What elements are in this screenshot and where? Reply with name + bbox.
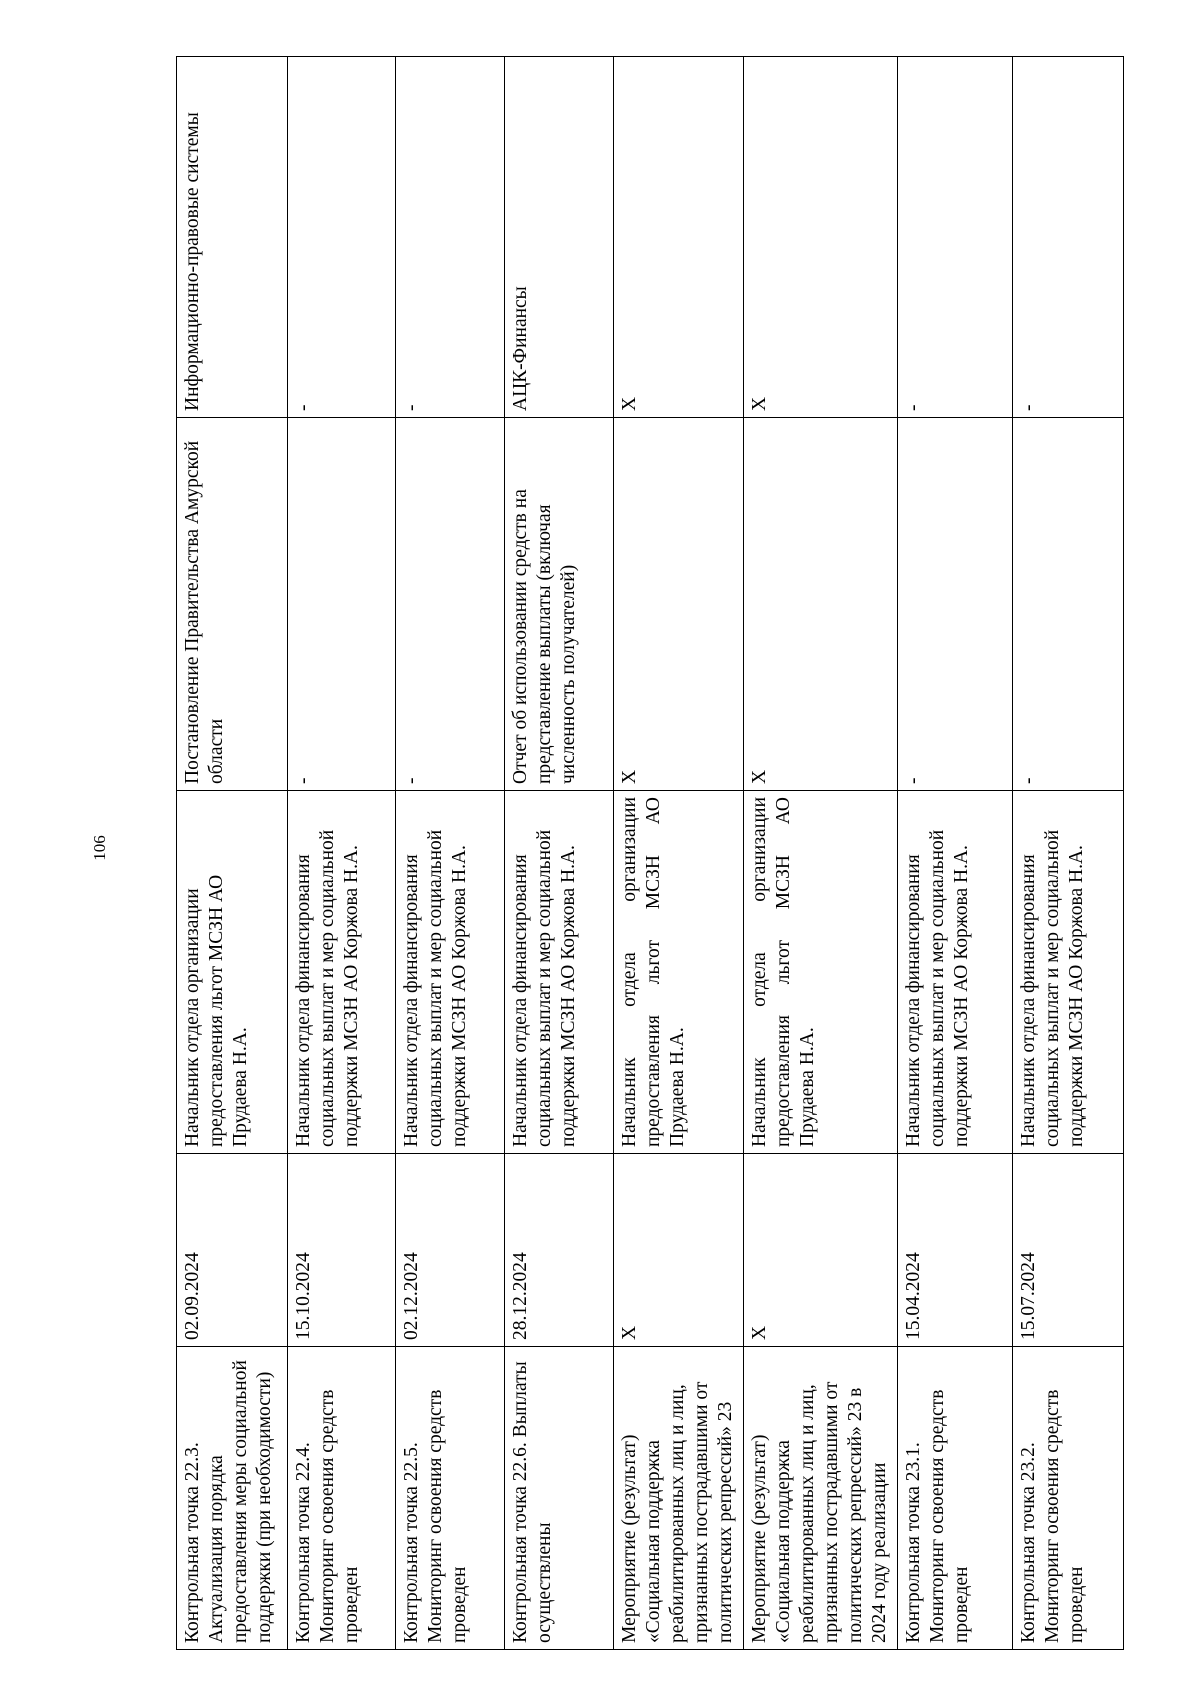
cell-responsible: Начальник отдела финансирования социальных выплат и мер социальной поддержки МСЗН АО Коржова Н.А. <box>287 791 396 1154</box>
cell-name: Контрольная точка 22.6. Выплаты осуществлены <box>504 1347 613 1650</box>
cell-document: Х <box>743 418 898 791</box>
cell-name: Контрольная точка 22.5. Мониторинг освоения средств проведен <box>396 1347 505 1650</box>
table-container <box>176 112 1124 1650</box>
cell-document: - <box>898 418 1013 791</box>
table-row <box>504 57 613 1650</box>
table-row <box>613 57 743 1650</box>
cell-document: Х <box>613 418 743 791</box>
cell-system: Информационно-правовые системы <box>177 57 288 418</box>
cell-date: Х <box>743 1154 898 1347</box>
table-row <box>287 57 396 1650</box>
table-row <box>898 57 1013 1650</box>
cell-name: Мероприятие (результат) «Социальная поддержка реабилитированных лиц и лиц, признанных пострадавшими от политических репрессий» 23 в 2024 году реализации <box>743 1347 898 1650</box>
cell-responsible: Начальник отдела организации предоставления льгот МСЗН АО Прудаева Н.А. <box>177 791 288 1154</box>
cell-responsible: Начальник отдела финансирования социальных выплат и мер социальной поддержки МСЗН АО Коржова Н.А. <box>898 791 1013 1154</box>
cell-document: - <box>396 418 505 791</box>
table-row <box>1013 57 1124 1650</box>
cell-document: - <box>287 418 396 791</box>
cell-system: - <box>898 57 1013 418</box>
cell-document: Постановление Правительства Амурской области <box>177 418 288 791</box>
cell-date: Х <box>613 1154 743 1347</box>
cell-system: - <box>396 57 505 418</box>
cell-system: - <box>287 57 396 418</box>
cell-system: - <box>1013 57 1124 418</box>
cell-date: 28.12.2024 <box>504 1154 613 1347</box>
table-row <box>396 57 505 1650</box>
cell-name: Контрольная точка 22.3. Актуализация порядка предоставления меры социальной поддержки (при необходимости) <box>177 1347 288 1650</box>
cell-name: Мероприятие (результат) «Социальная поддержка реабилитированных лиц и лиц, признанных пострадавшими от политических репрессий» 23 <box>613 1347 743 1650</box>
cell-system: Х <box>743 57 898 418</box>
cell-date: 02.09.2024 <box>177 1154 288 1347</box>
cell-responsible: Начальник отдела финансирования социальных выплат и мер социальной поддержки МСЗН АО Коржова Н.А. <box>396 791 505 1154</box>
page-number: 106 <box>90 835 109 861</box>
cell-name: Контрольная точка 23.2. Мониторинг освоения средств проведен <box>1013 1347 1124 1650</box>
cell-date: 15.10.2024 <box>287 1154 396 1347</box>
cell-responsible: Начальник отдела организации предоставления льгот МСЗН АО Прудаева Н.А. <box>743 791 898 1154</box>
cell-name: Контрольная точка 22.4. Мониторинг освоения средств проведен <box>287 1347 396 1650</box>
cell-document: Отчет об использовании средств на представление выплаты (включая численность получателей) <box>504 418 613 791</box>
cell-document: - <box>1013 418 1124 791</box>
table-row <box>743 57 898 1650</box>
table-row <box>177 57 288 1650</box>
cell-date: 15.04.2024 <box>898 1154 1013 1347</box>
cell-name: Контрольная точка 23.1. Мониторинг освоения средств проведен <box>898 1347 1013 1650</box>
cell-date: 15.07.2024 <box>1013 1154 1124 1347</box>
cell-responsible: Начальник отдела финансирования социальных выплат и мер социальной поддержки МСЗН АО Коржова Н.А. <box>504 791 613 1154</box>
cell-system: Х <box>613 57 743 418</box>
cell-date: 02.12.2024 <box>396 1154 505 1347</box>
control-points-table <box>176 56 1124 1650</box>
cell-system: АЦК-Финансы <box>504 57 613 418</box>
cell-responsible: Начальник отдела финансирования социальных выплат и мер социальной поддержки МСЗН АО Коржова Н.А. <box>1013 791 1124 1154</box>
cell-responsible: Начальник отдела организации предоставления льгот МСЗН АО Прудаева Н.А. <box>613 791 743 1154</box>
